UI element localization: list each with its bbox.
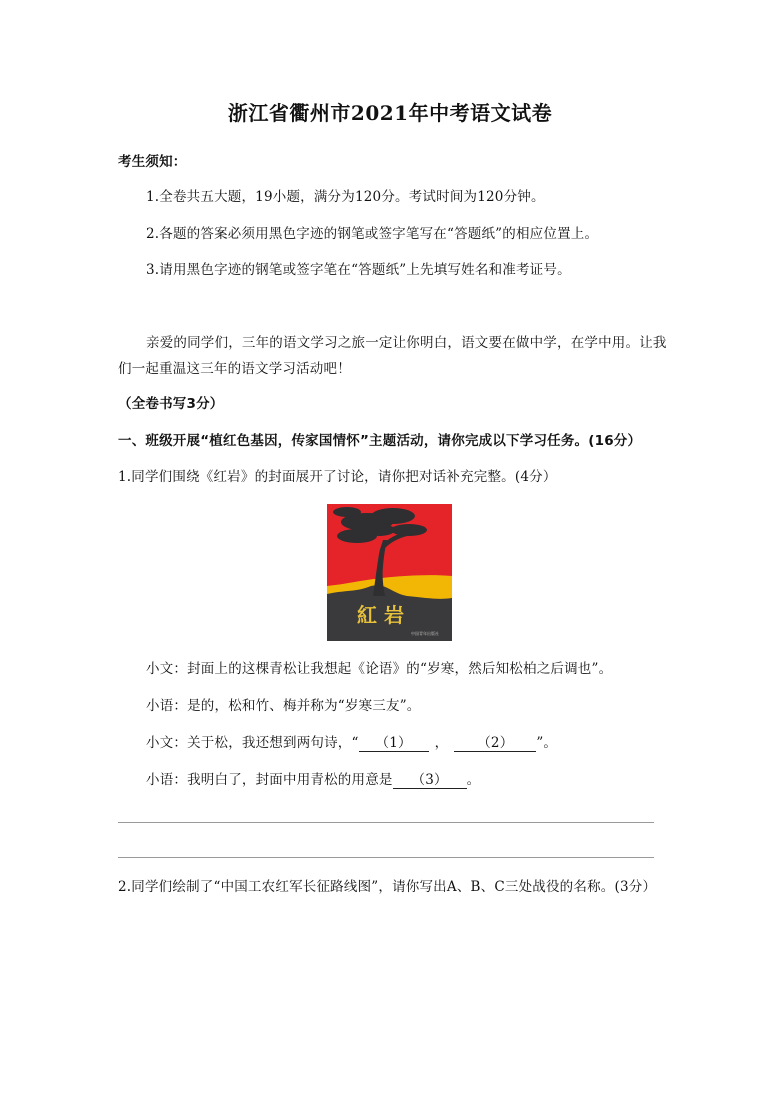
writing-score-note: （全卷书写3分）	[118, 396, 224, 412]
answer-rule-1[interactable]	[118, 822, 654, 823]
question-1-stem: 1.同学们围绕《红岩》的封面展开了讨论，请你把对话补充完整。(4分）	[118, 469, 557, 485]
dialogue-line-1: 小文：封面上的这棵青松让我想起《论语》的“岁寒，然后知松柏之后调也”。	[146, 661, 613, 677]
notice-heading: 考生须知：	[118, 154, 187, 170]
section-1-heading: 一、班级开展“植红色基因，传家国情怀”主题活动，请你完成以下学习任务。(16分）	[118, 433, 642, 449]
page-title: 浙江省衢州市2021年中考语文试卷	[227, 101, 553, 125]
dialogue-line-2: 小语：是的，松和竹、梅并称为“岁寒三友”。	[146, 698, 421, 714]
dialogue-line-3-suffix: ”。	[536, 735, 558, 751]
intro-line-2: 们一起重温这三年的语文学习活动吧！	[118, 361, 351, 377]
cover-title-text: 紅 岩	[357, 603, 404, 627]
dialogue-line-3-prefix: 小文：关于松，我还想到两句诗，“	[146, 735, 359, 751]
dialogue-line-3	[146, 733, 557, 753]
answer-blank-3[interactable]: （3）	[393, 772, 467, 789]
answer-blank-2[interactable]: （2）	[454, 735, 536, 752]
hongyan-cover-image	[327, 504, 452, 641]
dialogue-line-4-prefix: 小语：我明白了，封面中用青松的用意是	[146, 772, 393, 788]
dialogue-line-3-comma: ，	[434, 735, 449, 751]
dialogue-line-4-suffix: 。	[466, 772, 481, 788]
answer-blank-1[interactable]: （1）	[359, 735, 429, 752]
dialogue-line-4	[146, 770, 480, 790]
question-2-stem: 2.同学们绘制了“中国工农红军长征路线图”，请你写出A、B、C三处战役的名称。(3分）	[118, 879, 657, 895]
notice-item-3: 3.请用黑色字迹的钢笔或签字笔在“答题纸”上先填写姓名和准考证号。	[146, 262, 571, 278]
notice-item-1: 1.全卷共五大题，19小题，满分为120分。考试时间为120分钟。	[146, 189, 545, 205]
answer-rule-2[interactable]	[118, 857, 654, 858]
cover-publisher-text: 中国青年出版社	[411, 631, 439, 636]
intro-line-1: 亲爱的同学们，三年的语文学习之旅一定让你明白，语文要在做中学，在学中用。让我	[146, 335, 667, 351]
notice-item-2: 2.各题的答案必须用黑色字迹的钢笔或签字笔写在“答题纸”的相应位置上。	[146, 226, 599, 242]
